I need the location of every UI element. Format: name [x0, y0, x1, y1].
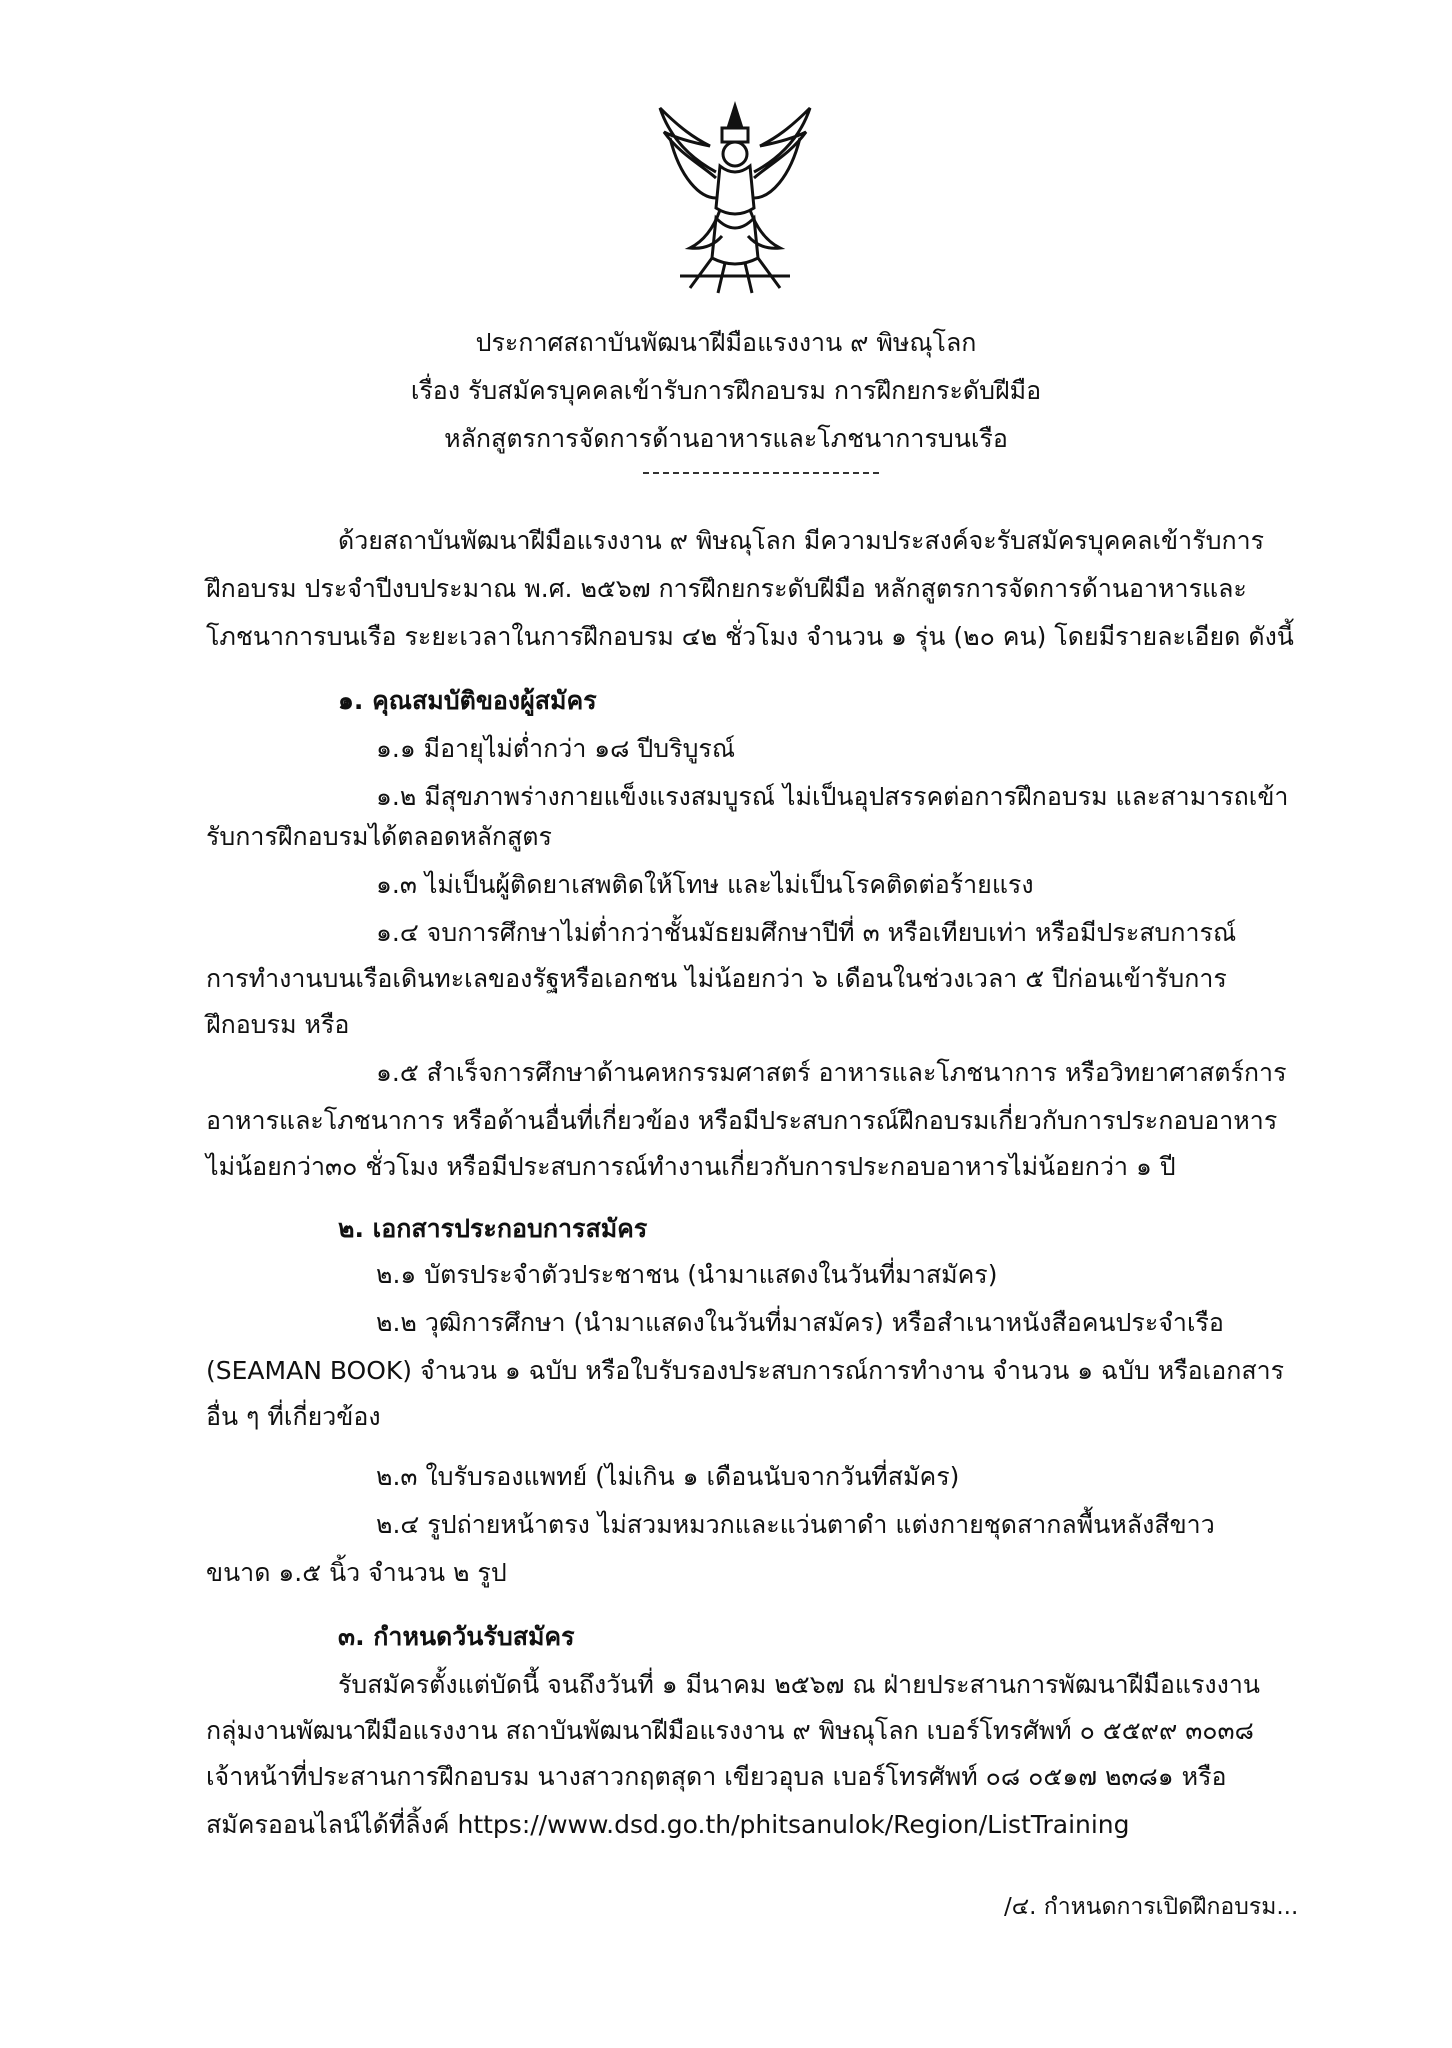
- continued-note: /๔. กำหนดการเปิดฝึกอบรม...: [1004, 1894, 1299, 1920]
- garuda-emblem-icon: [650, 98, 820, 298]
- document-2-3: ๒.๓ ใบรับรองแพทย์ (ไม่เกิน ๑ เดือนนับจากวันที่สมัคร): [376, 1462, 960, 1491]
- document-2-2: ๒.๒ วุฒิการศึกษา (นำมาแสดงในวันที่มาสมัคร) หรือสำเนาหนังสือคนประจำเรือ: [376, 1308, 1224, 1337]
- qualification-1-3: ๑.๓ ไม่เป็นผู้ติดยาเสพติดให้โทษ และไม่เป็นโรคติดต่อร้ายแรง: [376, 870, 1034, 899]
- title-divider: [643, 472, 879, 474]
- document-2-2-cont2: อื่น ๆ ที่เกี่ยวข้อง: [206, 1402, 381, 1431]
- qualification-1-5-cont: อาหารและโภชนาการ หรือด้านอื่นที่เกี่ยวข้อง หรือมีประสบการณ์ฝึกอบรมเกี่ยวกับการประกอบอาหาร: [206, 1106, 1278, 1135]
- qualification-1-5: ๑.๕ สำเร็จการศึกษาด้านคหกรรมศาสตร์ อาหารและโภชนาการ หรือวิทยาศาสตร์การ: [376, 1058, 1287, 1087]
- application-period-line-1: รับสมัครตั้งแต่บัดนี้ จนถึงวันที่ ๑ มีนาคม ๒๕๖๗ ณ ฝ่ายประสานการพัฒนาฝีมือแรงงาน: [338, 1670, 1260, 1699]
- announcement-title: ประกาศสถาบันพัฒนาฝีมือแรงงาน ๙ พิษณุโลก: [475, 328, 977, 357]
- intro-line-3: โภชนาการบนเรือ ระยะเวลาในการฝึกอบรม ๔๒ ชั่วโมง จำนวน ๑ รุ่น (๒๐ คน) โดยมีรายละเอียด ดังนี้: [206, 622, 1294, 651]
- section-3-heading: ๓. กำหนดวันรับสมัคร: [338, 1622, 575, 1651]
- announcement-subject: เรื่อง รับสมัครบุคคลเข้ารับการฝึกอบรม การฝึกยกระดับฝีมือ: [410, 376, 1042, 405]
- qualification-1-4-cont2: ฝึกอบรม หรือ: [206, 1010, 350, 1039]
- qualification-1-4: ๑.๔ จบการศึกษาไม่ต่ำกว่าชั้นมัธยมศึกษาปีที่ ๓ หรือเทียบเท่า หรือมีประสบการณ์: [376, 918, 1237, 947]
- document-2-4-cont: ขนาด ๑.๕ นิ้ว จำนวน ๒ รูป: [206, 1558, 507, 1587]
- qualification-1-4-cont: การทำงานบนเรือเดินทะเลของรัฐหรือเอกชน ไม่น้อยกว่า ๖ เดือนในช่วงเวลา ๕ ปีก่อนเข้ารับการ: [206, 964, 1227, 993]
- qualification-1-2-cont: รับการฝึกอบรมได้ตลอดหลักสูตร: [206, 822, 552, 851]
- section-1-heading: ๑. คุณสมบัติของผู้สมัคร: [338, 686, 597, 715]
- qualification-1-1: ๑.๑ มีอายุไม่ต่ำกว่า ๑๘ ปีบริบูรณ์: [376, 734, 736, 763]
- course-title: หลักสูตรการจัดการด้านอาหารและโภชนาการบนเรือ: [444, 424, 1008, 453]
- intro-line-2: ฝึกอบรม ประจำปีงบประมาณ พ.ศ. ๒๕๖๗ การฝึกยกระดับฝีมือ หลักสูตรการจัดการด้านอาหารและ: [206, 574, 1247, 603]
- qualification-1-5-cont2: ไม่น้อยกว่า๓๐ ชั่วโมง หรือมีประสบการณ์ทำงานเกี่ยวกับการประกอบอาหารไม่น้อยกว่า ๑ ปี: [206, 1152, 1176, 1181]
- qualification-1-2: ๑.๒ มีสุขภาพร่างกายแข็งแรงสมบูรณ์ ไม่เป็นอุปสรรคต่อการฝึกอบรม และสามารถเข้า: [376, 782, 1289, 811]
- application-link-line: สมัครออนไลน์ได้ที่ลิ้งค์ https://www.dsd.go.th/phitsanulok/Region/ListTraining: [206, 1810, 1130, 1839]
- application-period-line-2: กลุ่มงานพัฒนาฝีมือแรงงาน สถาบันพัฒนาฝีมือแรงงาน ๙ พิษณุโลก เบอร์โทรศัพท์ ๐ ๕๕๙๙ ๓๐๓๘: [206, 1716, 1254, 1745]
- document-2-1: ๒.๑ บัตรประจำตัวประชาชน (นำมาแสดงในวันที่มาสมัคร): [376, 1260, 998, 1289]
- intro-line-1: ด้วยสถาบันพัฒนาฝีมือแรงงาน ๙ พิษณุโลก มีความประสงค์จะรับสมัครบุคคลเข้ารับการ: [338, 526, 1265, 555]
- application-period-line-3: เจ้าหน้าที่ประสานการฝึกอบรม นางสาวกฤตสุดา เขียวอุบล เบอร์โทรศัพท์ ๐๘ ๐๕๑๗ ๒๓๘๑ หรือ: [206, 1762, 1227, 1791]
- section-2-heading: ๒. เอกสารประกอบการสมัคร: [338, 1214, 648, 1243]
- document-2-2-cont: (SEAMAN BOOK) จำนวน ๑ ฉบับ หรือใบรับรองประสบการณ์การทำงาน จำนวน ๑ ฉบับ หรือเอกสาร: [206, 1356, 1285, 1385]
- document-2-4: ๒.๔ รูปถ่ายหน้าตรง ไม่สวมหมวกและแว่นตาดำ แต่งกายชุดสากลพื้นหลังสีขาว: [376, 1510, 1215, 1539]
